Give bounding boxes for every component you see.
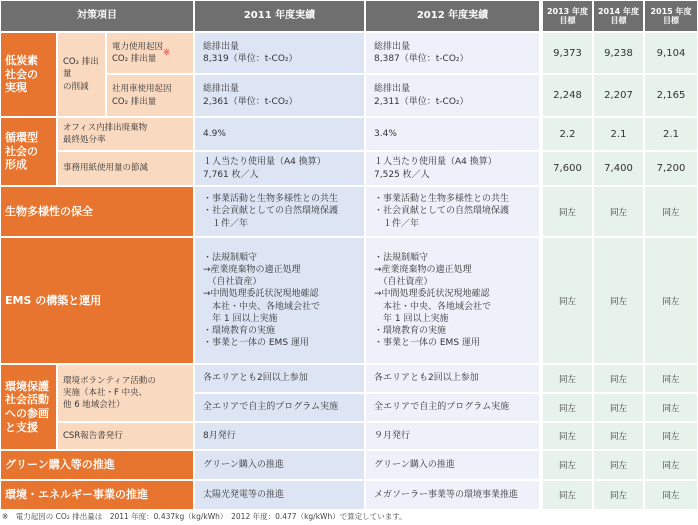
cell-2011-ems: ・法規制順守 →産業廃棄物の適正処理 （自社資産） →中間処理委託状況現地確認 本社・中央、各地域会社で 年 1 回以上実施 ・環境教育の実施 ・事業と一体の EMS 運用: [195, 238, 364, 363]
target-2015-office: 2.1: [645, 118, 697, 150]
target-2014-office: 2.1: [594, 118, 643, 150]
target-2014-power: 9,238: [594, 33, 643, 73]
sub-co2-reduction: CO₂ 排出量 の削減: [58, 33, 105, 116]
header-2013-target: 2013 年度 目標: [543, 1, 592, 31]
sub-volunteer: 環境ボランティア活動の 実施（本社・F 中央、 他 6 地域会社）: [58, 365, 193, 421]
target-2014-volunteer-1: 同左: [594, 365, 643, 392]
target-2015-power: 9,104: [645, 33, 697, 73]
sub-office-waste: オフィス内排出廃棄物 最終処分率: [58, 118, 193, 150]
target-2014-volunteer-2: 同左: [594, 394, 643, 421]
cell-2011-volunteer-2: 全エリアで自主的プログラム実施: [195, 394, 364, 421]
cell-2012-biodiversity: ・事業活動と生物多様性との共生 ・社会貢献としての自然環境保護 １件／年: [366, 187, 539, 236]
target-2014-green: 同左: [594, 451, 643, 479]
cell-2011-csr: 8月発行: [195, 423, 364, 449]
cell-2011-volunteer-1: 各エリアとも2回以上参加: [195, 365, 364, 392]
target-2015-volunteer-2: 同左: [645, 394, 697, 421]
cell-2012-green: グリーン購入の推進: [366, 451, 539, 479]
category-green-purchasing: グリーン購入等の推進: [1, 451, 193, 479]
target-2013-power: 9,373: [543, 33, 592, 73]
target-2013-office: 2.2: [543, 118, 592, 150]
category-recycling: 循環型 社会の 形成: [1, 118, 56, 185]
target-2015-csr: 同左: [645, 423, 697, 449]
header-2015-target: 2015 年度 目標: [645, 1, 697, 31]
cell-2012-office: 3.4%: [366, 118, 539, 150]
cell-2012-volunteer-1: 各エリアとも2回以上参加: [366, 365, 539, 392]
cell-2011-biodiversity: ・事業活動と生物多様性との共生 ・社会貢献としての自然環境保護 １件／年: [195, 187, 364, 236]
target-2014-paper: 7,400: [594, 152, 643, 185]
category-biodiversity: 生物多様性の保全: [1, 187, 193, 236]
cell-2011-energy: 太陽光発電等の推進: [195, 481, 364, 509]
category-low-carbon: 低炭素 社会の 実現: [1, 33, 56, 116]
cell-2012-power: 総排出量 8,387（単位：t-CO₂）: [366, 33, 539, 73]
cell-2011-office: 4.9%: [195, 118, 364, 150]
target-2014-energy: 同左: [594, 481, 643, 509]
cell-2011-power: 総排出量 8,319（単位：t-CO₂）: [195, 33, 364, 73]
cell-2011-paper: １人当たり使用量（A4 換算） 7,761 枚／人: [195, 152, 364, 185]
target-2013-energy: 同左: [543, 481, 592, 509]
target-2014-car: 2,207: [594, 75, 643, 116]
target-2013-green: 同左: [543, 451, 592, 479]
category-env-social: 環境保護 社会活動 への参画 と支援: [1, 365, 56, 449]
target-2015-ems: 同左: [645, 238, 697, 363]
cell-2012-energy: メガソーラー事業等の環境事業推進: [366, 481, 539, 509]
cell-2012-ems: ・法規制順守 →産業廃棄物の適正処理 （自社資産） →中間処理委託状況現地確認 本社・中央、各地域会社で 年 1 回以上実施 ・環境教育の実施 ・事業と一体の EMS 運用: [366, 238, 539, 363]
cell-2012-car: 総排出量 2,311（単位：t-CO₂）: [366, 75, 539, 116]
sub-paper-usage: 事務用紙使用量の節減: [58, 152, 193, 185]
sub-power-co2: [107, 33, 193, 73]
category-ems: EMS の構築と運用: [1, 238, 193, 363]
target-2015-green: 同左: [645, 451, 697, 479]
cell-2012-volunteer-2: 全エリアで自主的プログラム実施: [366, 394, 539, 421]
header-2011: 2011 年度実績: [195, 1, 364, 31]
target-2015-biodiversity: 同左: [645, 187, 697, 236]
cell-2012-paper: １人当たり使用量（A4 換算） 7,525 枚／人: [366, 152, 539, 185]
target-2013-biodiversity: 同左: [543, 187, 592, 236]
footnote-mark: ※: [163, 47, 171, 58]
target-2013-paper: 7,600: [543, 152, 592, 185]
cell-2011-car: 総排出量 2,361（単位：t-CO₂）: [195, 75, 364, 116]
target-2015-energy: 同左: [645, 481, 697, 509]
target-2013-car: 2,248: [543, 75, 592, 116]
target-2014-ems: 同左: [594, 238, 643, 363]
sub-csr-report: CSR報告書発行: [58, 423, 193, 449]
cell-2011-green: グリーン購入の推進: [195, 451, 364, 479]
target-2015-paper: 7,200: [645, 152, 697, 185]
target-2014-biodiversity: 同左: [594, 187, 643, 236]
category-energy-business: 環境・エネルギー事業の推進: [1, 481, 193, 509]
footnote: ※ 電力起因の CO₂ 排出量は 2011 年度：0.437kg（kg/kWh） 2012 年度：0.477（kg/kWh）で算定しています。: [2, 512, 407, 521]
header-2012: 2012 年度実績: [366, 1, 539, 31]
target-2015-volunteer-1: 同左: [645, 365, 697, 392]
target-2015-car: 2,165: [645, 75, 697, 116]
sub-power-co2-label: 電力使用起因 CO₂ 排出量: [112, 41, 164, 64]
target-2013-ems: 同左: [543, 238, 592, 363]
cell-2012-csr: ９月発行: [366, 423, 539, 449]
target-2013-volunteer-2: 同左: [543, 394, 592, 421]
target-2013-volunteer-1: 同左: [543, 365, 592, 392]
target-2013-csr: 同左: [543, 423, 592, 449]
header-item: 対策項目: [1, 1, 193, 31]
target-2014-csr: 同左: [594, 423, 643, 449]
header-2014-target: 2014 年度 目標: [594, 1, 643, 31]
sub-car-co2: 社用車使用起因 CO₂ 排出量: [107, 75, 193, 116]
